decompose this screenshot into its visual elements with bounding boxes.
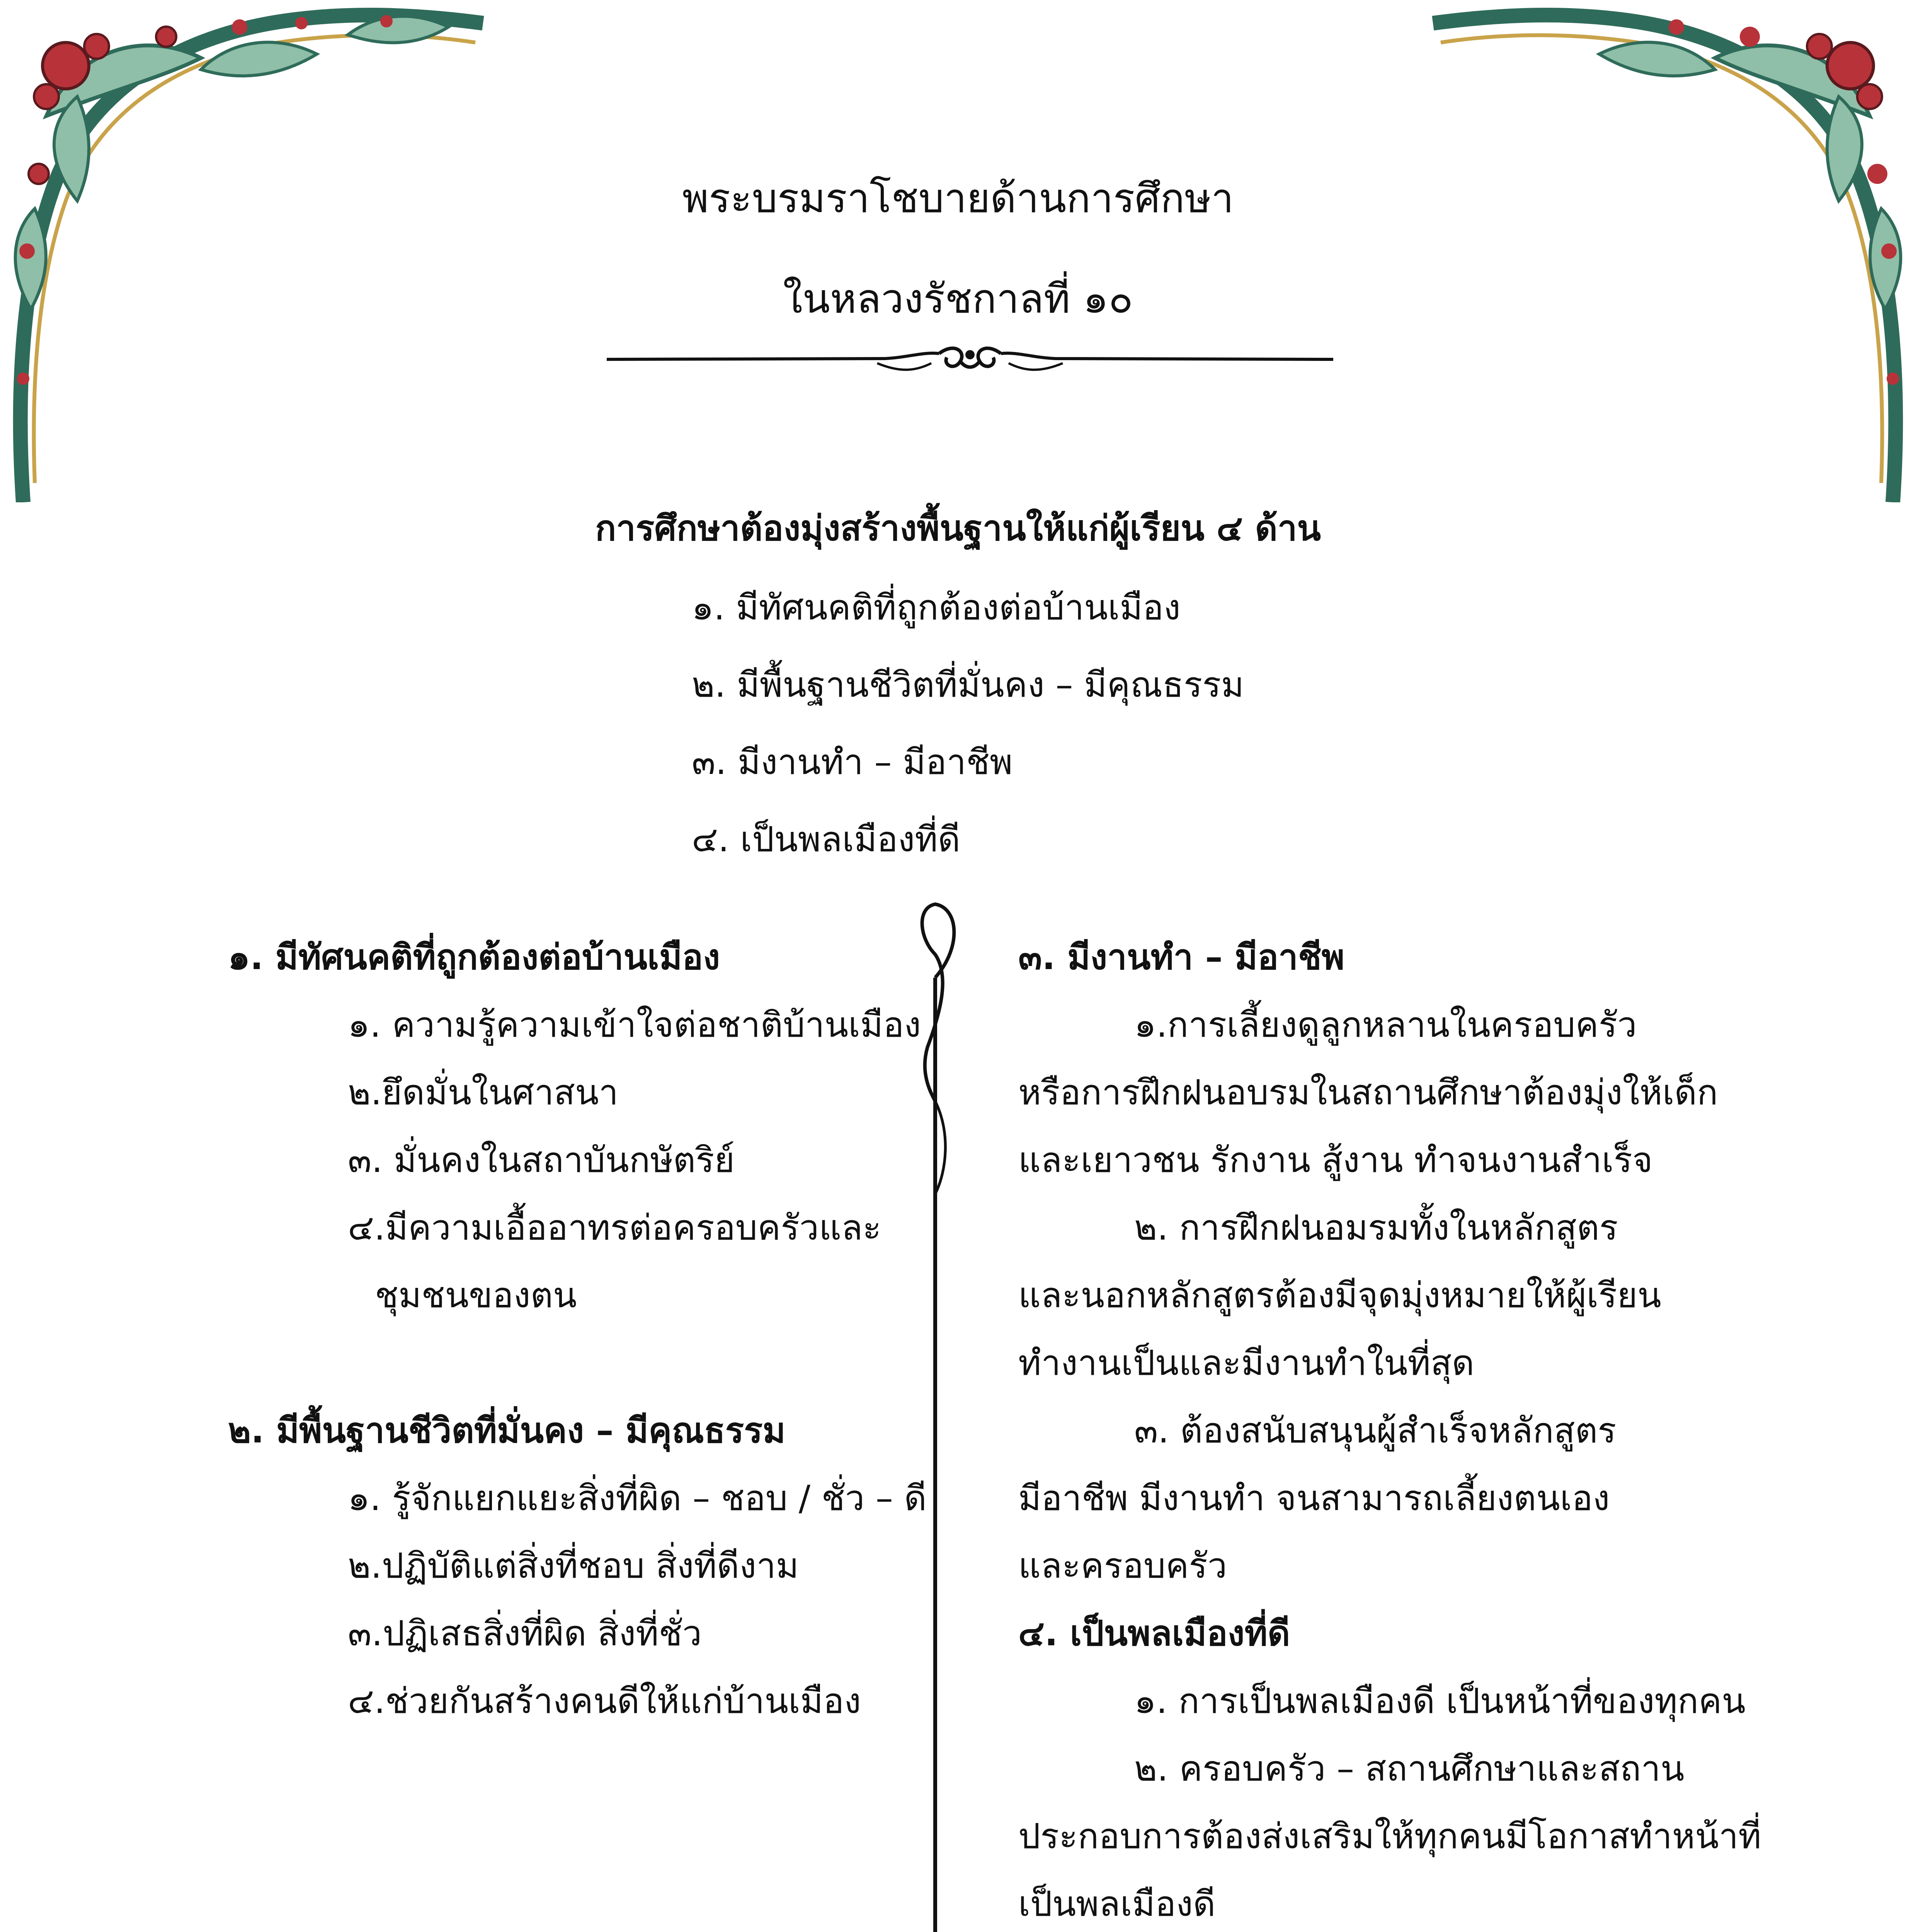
intro-item: ๑. มีทัศนคติที่ถูกต้องต่อบ้านเมือง — [692, 587, 1181, 628]
title-flourish-divider — [607, 336, 1333, 383]
floral-corner-ornament-top-right — [1414, 0, 1916, 502]
page-subtitle: ในหลวงรัชกาลที่ ๑๐ — [783, 275, 1133, 322]
section-spacer — [228, 1329, 924, 1397]
floral-corner-ornament-top-left — [0, 0, 502, 502]
list-item: ๒.ยึดมั่นในศาสนา — [348, 1072, 619, 1113]
paragraph-line: มีอาชีพ มีงานทำ จนสามารถเลี้ยงตนเอง — [1018, 1478, 1610, 1519]
list-item: ๔.มีความเอื้ออาทรต่อครอบครัวและ — [348, 1208, 881, 1248]
section-heading: ๑. มีทัศนคติที่ถูกต้องต่อบ้านเมือง — [228, 937, 720, 978]
paragraph-line: ๑. การเป็นพลเมืองดี เป็นหน้าที่ของทุกคน — [1134, 1681, 1746, 1721]
list-item-continuation: ชุมชนของตน — [375, 1275, 577, 1316]
paragraph-line: ประกอบการต้องส่งเสริมให้ทุกคนมีโอกาสทำหน้าที่ — [1018, 1816, 1761, 1857]
list-item: ๓. มั่นคงในสถาบันกษัตริย์ — [348, 1140, 735, 1180]
intro-heading: การศึกษาต้องมุ่งสร้างพื้นฐานให้แก่ผู้เรียน ๔ ด้าน — [595, 508, 1321, 549]
paragraph-line: และเยาวชน รักงาน สู้งาน ทำจนงานสำเร็จ — [1018, 1140, 1653, 1180]
paragraph-line: ๒. ครอบครัว – สถานศึกษาและสถาน — [1134, 1748, 1685, 1789]
paragraph-line: ๑.การเลี้ยงดูลูกหลานในครอบครัว — [1134, 1005, 1637, 1045]
paragraph-line: และนอกหลักสูตรต้องมีจุดมุ่งหมายให้ผู้เรียน — [1018, 1275, 1661, 1316]
list-item: ๑. ความรู้ความเข้าใจต่อชาติบ้านเมือง — [348, 1005, 921, 1045]
intro-item: ๔. เป็นพลเมืองที่ดี — [692, 819, 961, 860]
paragraph-line: หรือการฝึกฝนอบรมในสถานศึกษาต้องมุ่งให้เด็ก — [1018, 1072, 1718, 1113]
paragraph-line: ๓. ต้องสนับสนุนผู้สำเร็จหลักสูตร — [1134, 1410, 1617, 1451]
page-title: พระบรมราโชบายด้านการศึกษา — [682, 175, 1234, 222]
left-column — [228, 923, 927, 1735]
list-item: ๒.ปฏิบัติแต่สิ่งที่ชอบ สิ่งที่ดีงาม — [348, 1546, 799, 1586]
paragraph-line: ทำงานเป็นและมีงานทำในที่สุด — [1018, 1343, 1475, 1383]
intro-item: ๓. มีงานทำ – มีอาชีพ — [692, 742, 1013, 782]
list-item: ๔.ช่วยกันสร้างคนดีให้แก่บ้านเมือง — [348, 1681, 861, 1721]
section-heading: ๒. มีพื้นฐานชีวิตที่มั่นคง – มีคุณธรรม — [228, 1410, 786, 1451]
list-item: ๑. รู้จักแยกแยะสิ่งที่ผิด – ชอบ / ชั่ว – ดี — [348, 1478, 927, 1519]
section-heading: ๔. เป็นพลเมืองที่ดี — [1018, 1613, 1290, 1654]
paragraph-line: และครอบครัว — [1018, 1546, 1227, 1586]
right-column — [1018, 923, 1761, 1932]
section-heading: ๓. มีงานทำ – มีอาชีพ — [1018, 937, 1345, 978]
paragraph-line: เป็นพลเมืองดี — [1018, 1884, 1216, 1924]
intro-item: ๒. มีพื้นฐานชีวิตที่มั่นคง – มีคุณธรรม — [692, 665, 1244, 705]
paragraph-line: ๒. การฝึกฝนอมรมทั้งในหลักสูตร — [1134, 1208, 1618, 1248]
list-item: ๓.ปฏิเสธสิ่งที่ผิด สิ่งที่ชั่ว — [348, 1613, 702, 1654]
